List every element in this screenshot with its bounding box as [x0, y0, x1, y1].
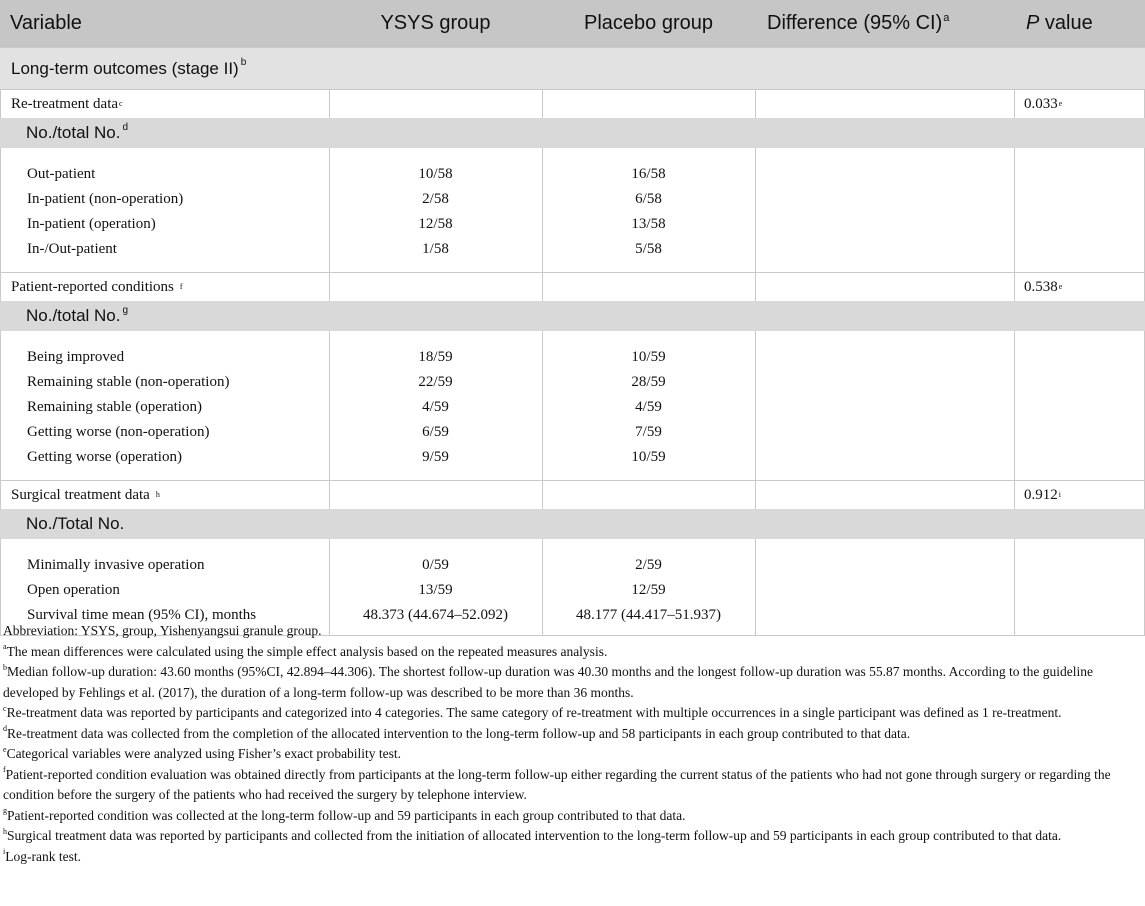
row-placebo: 48.177 (44.417–51.937): [576, 607, 721, 623]
footnote-g: $^g$Patient-reported condition was collected at the long-term follow-up and 59 participants in each group contributed to that data.: [3, 806, 686, 823]
group-label: Re-treatment data c: [11, 95, 123, 112]
footnote-b: $^b$Median follow-up duration: 43.60 months (95%CI, 42.894–44.306). The shortest follow-up duration was 40.30 months and the longest follow-up duration was 55.87 months. According to the guideline developed by Fehlings et al. (2017), the duration of a long-term follow-up was described to be more than 36 months.: [3, 662, 1093, 700]
subheader-row: [0, 118, 1145, 148]
group-label: Surgical treatment data h: [11, 486, 160, 503]
group-row-retreatment: [0, 89, 1145, 118]
row-label: Remaining stable (operation): [27, 399, 202, 415]
row-ysys: 12/58: [418, 216, 453, 232]
row-ysys: 6/59: [422, 424, 449, 440]
header-difference: Difference (95% CI) $^a$: [767, 11, 950, 34]
row-placebo: 10/59: [631, 349, 666, 365]
table-row: [0, 345, 1145, 370]
group-row-surgical: [0, 480, 1145, 509]
row-label: Minimally invasive operation: [27, 557, 205, 573]
table-row: [0, 445, 1145, 470]
row-ysys: 18/59: [418, 349, 453, 365]
row-placebo: 10/59: [631, 449, 666, 465]
group-p-value: 0.912 i: [1024, 486, 1061, 503]
row-placebo: 5/58: [635, 241, 662, 257]
group-label: Patient-reported conditions f: [11, 278, 183, 295]
footnote-abbreviation: Abbreviation: YSYS, group, Yishenyangsui granule group.: [3, 623, 322, 638]
row-placebo: 16/58: [631, 166, 666, 182]
row-ysys: 1/58: [422, 241, 449, 257]
footnote-a: $^a$The mean differences were calculated using the simple effect analysis based on the repeated measures analysis.: [3, 642, 608, 659]
footnote-h: $^h$Surgical treatment data was reported by participants and collected from the initiation of allocated intervention to the long-term follow-up and 59 participants in each group contributed to that data.: [3, 826, 1062, 843]
table-row: [0, 420, 1145, 445]
subheader-label: No./total No. d: [26, 121, 129, 142]
row-ysys: 0/59: [422, 557, 449, 573]
header-placebo-group: Placebo group: [584, 12, 713, 34]
footnote-c: $^c$Re-treatment data was reported by participants and categorized into 4 categories. The same category of re-treatment with multiple occurrences in a single participant was defined as 1 re-treatment.: [3, 703, 1062, 720]
row-placebo: 6/58: [635, 191, 662, 207]
footnote-e: $^e$Categorical variables were analyzed using Fisher’s exact probability test.: [3, 744, 402, 761]
row-placebo: 28/59: [631, 374, 666, 390]
table-row: [0, 162, 1145, 187]
row-placebo: 12/59: [631, 582, 666, 598]
subheader-row: [0, 301, 1145, 331]
header-variable: Variable: [10, 12, 82, 34]
header-ysys-group: YSYS group: [380, 12, 491, 34]
section-row: [0, 47, 1145, 89]
table-row: [0, 578, 1145, 603]
row-label: In-patient (non-operation): [27, 191, 184, 207]
section-title: Long-term outcomes (stage II) b: [11, 57, 247, 78]
table-header-row: [0, 0, 1145, 47]
row-label: Being improved: [27, 349, 125, 365]
row-ysys: 22/59: [418, 374, 453, 390]
subheader-label: No./total No. g: [26, 304, 129, 325]
table-row: [0, 187, 1145, 212]
row-ysys: 4/59: [422, 399, 449, 415]
table-row: [0, 370, 1145, 395]
footnote-i: $^i$Log-rank test.: [3, 847, 81, 864]
subheader-row: [0, 509, 1145, 539]
row-label: Getting worse (operation): [27, 449, 182, 465]
row-label: In-patient (operation): [27, 216, 156, 232]
group-row-patient-reported: [0, 272, 1145, 301]
header-p-value: P value: [1026, 12, 1093, 34]
row-placebo: 7/59: [635, 424, 662, 440]
row-ysys: 13/59: [418, 582, 453, 598]
row-placebo: 2/59: [635, 557, 662, 573]
row-ysys: 48.373 (44.674–52.092): [363, 607, 508, 623]
subheader-label: No./Total No.: [26, 514, 125, 533]
row-ysys: 10/58: [418, 166, 453, 182]
group-p-value: 0.033 e: [1024, 95, 1063, 112]
footnotes: [3, 621, 1141, 867]
row-label: Open operation: [27, 582, 120, 598]
row-ysys: 2/58: [422, 191, 449, 207]
row-label: Getting worse (non-operation): [27, 424, 210, 440]
table-row: [0, 212, 1145, 237]
table-row: [0, 553, 1145, 578]
table-row: [0, 237, 1145, 262]
footnote-f: $^f$Patient-reported condition evaluation was obtained directly from participants at the long-term follow-up either regarding the current status of the patients who had not gone through surgery or regarding the condition before the surgery of the patients who had received the surgery by telephone interview.: [3, 765, 1111, 802]
row-label: Out-patient: [27, 166, 96, 182]
row-label: Survival time mean (95% CI), months: [27, 607, 257, 623]
row-ysys: 9/59: [422, 449, 449, 465]
row-label: In-/Out-patient: [27, 241, 117, 257]
row-placebo: 13/58: [631, 216, 666, 232]
footnote-d: $^d$Re-treatment data was collected from the completion of the allocated intervention to the long-term follow-up and 58 participants in each group contributed to that data.: [3, 724, 911, 741]
row-placebo: 4/59: [635, 399, 662, 415]
group-p-value: 0.538 e: [1024, 278, 1063, 295]
table-row: [0, 395, 1145, 420]
row-label: Remaining stable (non-operation): [27, 374, 230, 390]
